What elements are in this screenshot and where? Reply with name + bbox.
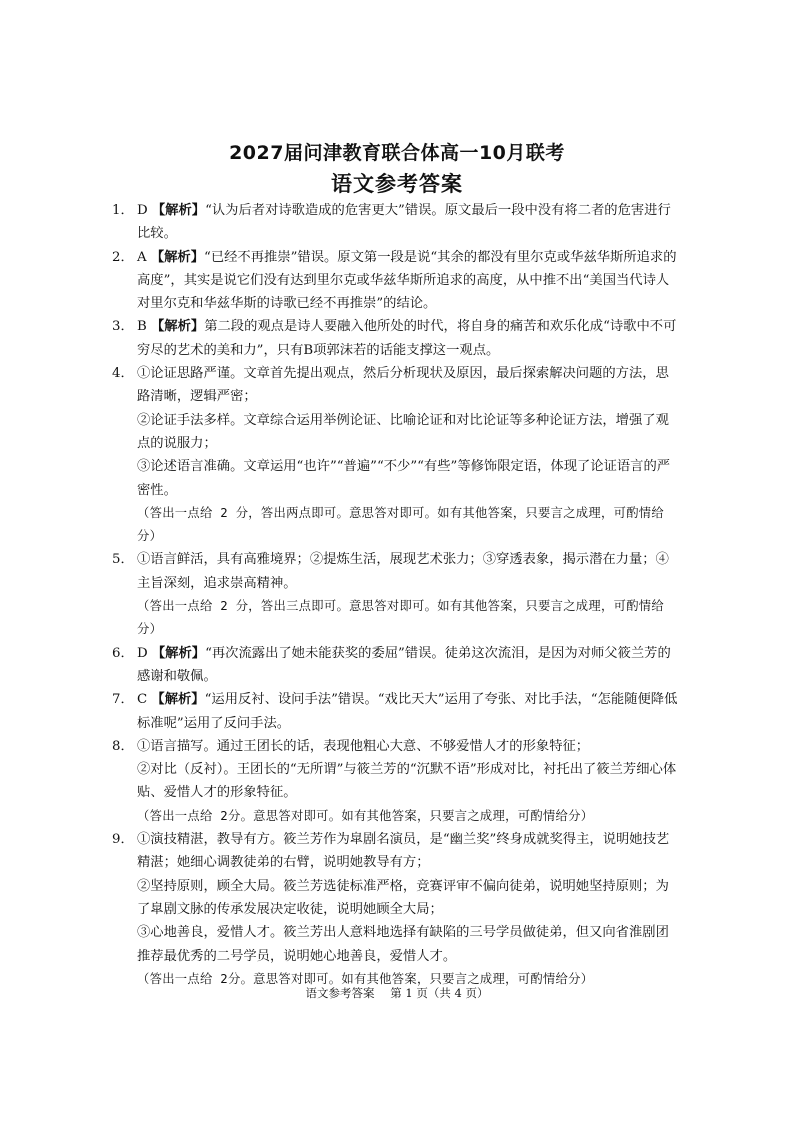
answer-text: ②对比（反衬）。王团长的“无所谓”与筱兰芳的“沉默不语”形成对比，衬托出了筱兰芳细心体贴、爱惜人才的形象特征。	[137, 762, 677, 801]
answer-text: ①论证思路严谨。文章首先提出观点，然后分析现状及原因，最后探索解决问题的方法，思路清晰，逻辑严密；	[137, 366, 669, 405]
analysis-tag: 【解析】	[151, 319, 205, 335]
exam-title: 2027届问津教育联合体高一10月联考	[229, 142, 565, 164]
answer-text: “再次流露出了她未能获奖的委屈”错误。徒弟这次流泪，是因为对师父筱兰芳的感谢和敬佩。	[137, 645, 671, 684]
footer-page-number: 第 1 页（共 4 页）	[390, 986, 489, 1000]
answer-paragraph	[137, 688, 682, 735]
answer-paragraph	[137, 362, 682, 409]
answer-text: “认为后者对诗歌造成的危害更大”错误。原文最后一段中没有将二者的危害进行比较。	[137, 203, 671, 242]
answer-choice: A	[137, 249, 151, 265]
answer-number: 2．	[112, 249, 134, 265]
analysis-tag: 【解析】	[151, 692, 205, 708]
answer-item	[112, 642, 682, 689]
answer-key-title: 语文参考答案	[331, 172, 463, 196]
answer-text: “已经不再推崇”错误。原文第一段是说“其余的都没有里尔克或华兹华斯所追求的高度”，其实是说它们没有达到里尔克或华兹华斯所追求的高度，从中推不出“美国当代诗人对里尔克和华兹华斯的诗歌已经不再推崇”的结论。	[137, 249, 677, 312]
analysis-tag: 【解析】	[150, 249, 205, 265]
answer-item	[112, 735, 682, 828]
answer-paragraph	[137, 548, 682, 595]
page-footer	[0, 985, 794, 1001]
answer-number: 8．	[112, 738, 134, 754]
answer-paragraph	[137, 315, 682, 362]
analysis-tag: 【解析】	[151, 645, 206, 661]
answer-number: 4．	[112, 366, 134, 382]
answer-number: 9．	[112, 832, 134, 848]
answer-item	[112, 362, 682, 548]
answer-choice: D	[137, 645, 152, 661]
answer-item	[112, 246, 682, 316]
answer-item	[112, 548, 682, 641]
answer-text: “运用反衬、设问手法”错误。“戏比天大”运用了夸张、对比手法，“怎能随便降低标准呢”运用了反问手法。	[137, 692, 678, 731]
answer-paragraph	[137, 246, 682, 316]
answer-paragraph	[137, 875, 682, 922]
answer-number: 3．	[112, 319, 134, 335]
answer-paragraph	[137, 828, 682, 875]
answer-number: 5．	[112, 552, 134, 568]
answer-choice: B	[137, 319, 151, 335]
answer-text: ③论述语言准确。文章运用“也许”“普遍”“不少”“有些”等修饰限定语，体现了论证语言的严密性。	[137, 459, 671, 498]
answer-number: 1．	[112, 203, 134, 218]
answer-text: 第二段的观点是诗人要融入他所处的时代，将自身的痛苦和欢乐化成“诗歌中不可穷尽的艺术的美和力”，只有B项郭沫若的话能支撑这一观点。	[137, 319, 677, 358]
scoring-note: （答出一点给 2分。意思答对即可。如有其他答案，只要言之成理，可酌情给分）	[137, 971, 594, 986]
answer-paragraph	[137, 409, 682, 456]
answer-paragraph	[137, 921, 682, 968]
analysis-tag: 【解析】	[151, 203, 206, 218]
scoring-note: （答出一点给 2 分，答出三点即可。意思答对即可。如有其他答案，只要言之成理，可酌情给分）	[137, 599, 664, 637]
answer-text: ①语言鲜活，具有高雅境界；②提炼生活，展现艺术张力；③穿透表象，揭示潜在力量；④主旨深刻，追求崇高精神。	[137, 552, 669, 591]
answer-text: ②坚持原则，顾全大局。筱兰芳选徒标准严格，竞赛评审不偏向徒弟，说明她坚持原则；为了皐剧文脉的传承发展决定收徒，说明她顾全大局；	[137, 878, 669, 917]
answer-text: ③心地善良，爱惜人才。筱兰芳出人意料地选择有缺陷的三号学员做徒弟，但又向省淮剧团推荐最优秀的二号学员，说明她心地善良，爱惜人才。	[137, 925, 669, 964]
footer-label: 语文参考答案	[305, 986, 375, 1000]
answer-paragraph	[137, 758, 682, 805]
answer-paragraph	[137, 642, 682, 689]
answer-paragraph	[137, 199, 682, 246]
scoring-note: （答出一点给 2分。意思答对即可。如有其他答案，只要言之成理，可酌情给分）	[137, 808, 594, 823]
answer-choice: C	[137, 692, 152, 708]
answer-text: ②论证手法多样。文章综合运用举例论证、比喻论证和对比论证等多种论证方法，增强了观点的说服力；	[137, 412, 669, 451]
answer-item	[112, 828, 682, 991]
answer-item	[112, 315, 682, 362]
answer-list	[112, 199, 682, 991]
answer-text: ①语言描写。通过王团长的话，表现他粗心大意、不够爱惜人才的形象特征；	[137, 738, 590, 754]
answer-number: 7．	[112, 692, 134, 708]
answer-paragraph	[137, 455, 682, 502]
answer-text: ①演技精湛，教导有方。筱兰芳作为皐剧名演员，是“幽兰奖”终身成就奖得主，说明她技艺精湛；她细心调教徒弟的右臂，说明她教导有方；	[137, 832, 670, 871]
answer-number: 6．	[112, 645, 134, 661]
answer-choice: D	[137, 203, 152, 218]
answer-paragraph	[137, 735, 682, 758]
answer-item	[112, 199, 682, 246]
scoring-note: （答出一点给 2 分，答出两点即可。意思答对即可。如有其他答案，只要言之成理，可酌情给分）	[137, 505, 664, 544]
answer-item	[112, 688, 682, 735]
